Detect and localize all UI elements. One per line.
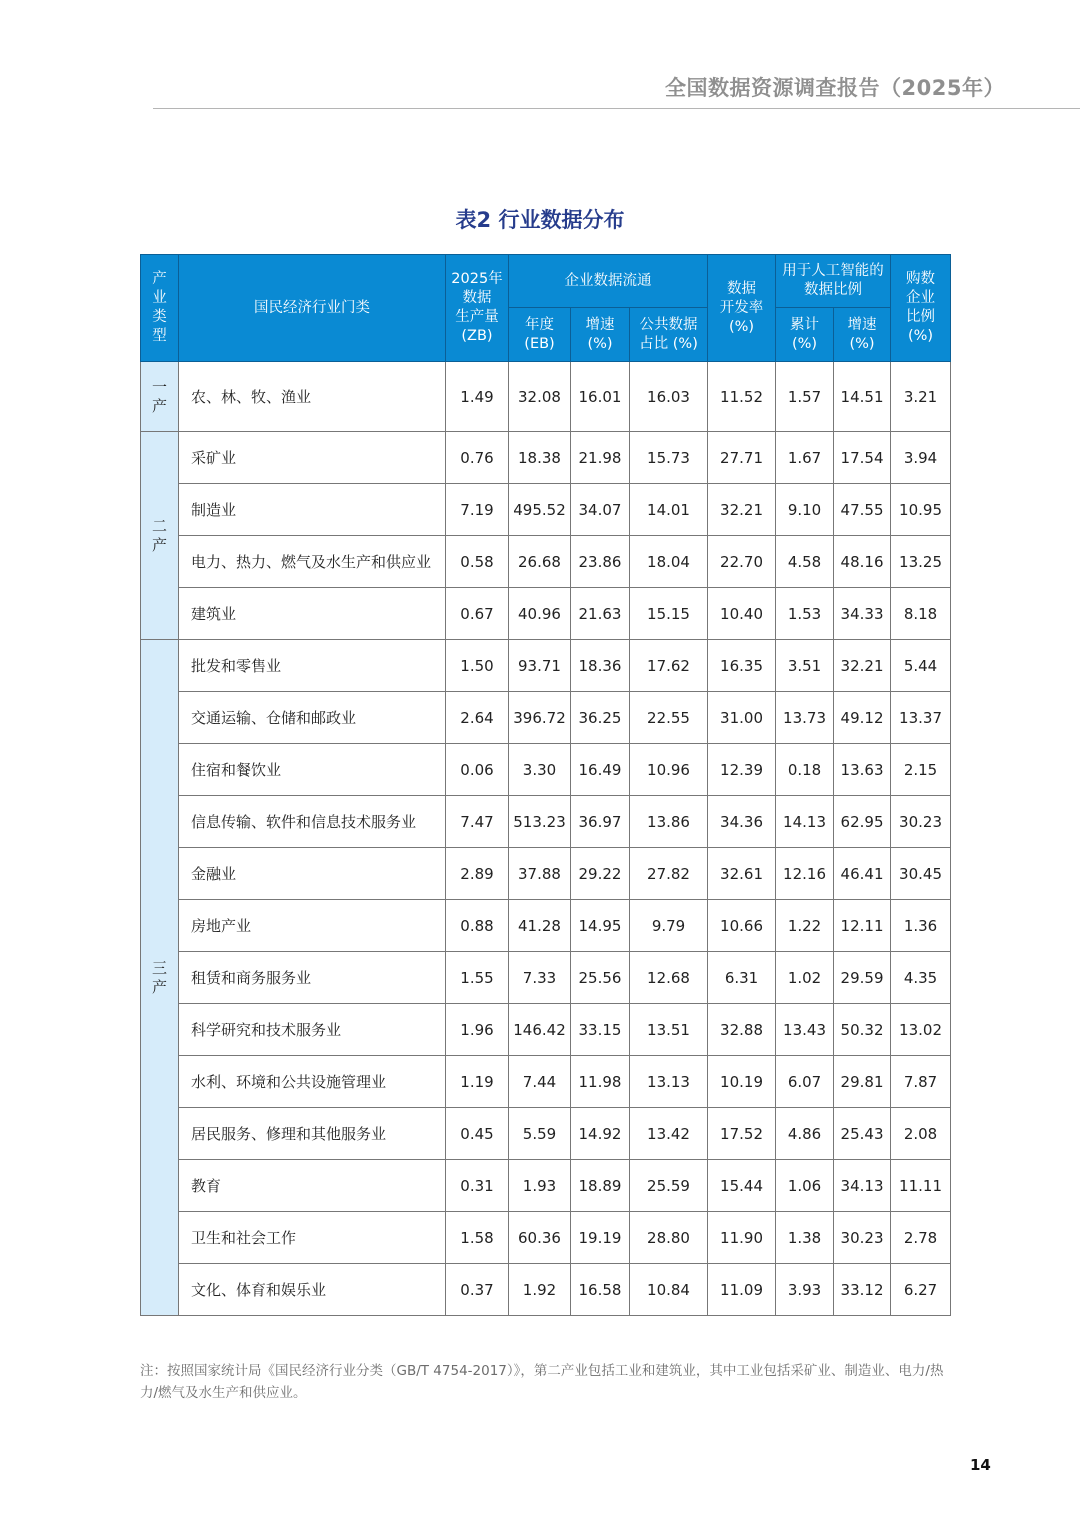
industry-name-cell: 租赁和商务服务业 xyxy=(179,952,446,1004)
ai-growth-cell: 13.63 xyxy=(834,744,891,796)
production-cell: 7.19 xyxy=(446,484,509,536)
purchasing-cell: 30.23 xyxy=(891,796,951,848)
industry-type-label: 三产 xyxy=(152,958,168,996)
production-cell: 1.96 xyxy=(446,1004,509,1056)
development-cell: 32.21 xyxy=(708,484,776,536)
ai-cumulative-cell: 1.22 xyxy=(776,900,834,952)
col-header-industry-type: 产业类型 xyxy=(141,255,179,362)
col-header-development-rate: 数据 开发率 (%) xyxy=(708,255,776,362)
ai-cumulative-cell: 14.13 xyxy=(776,796,834,848)
annual-cell: 7.44 xyxy=(509,1056,571,1108)
development-cell: 32.61 xyxy=(708,848,776,900)
production-cell: 0.67 xyxy=(446,588,509,640)
purchasing-cell: 2.15 xyxy=(891,744,951,796)
production-cell: 1.19 xyxy=(446,1056,509,1108)
production-cell: 0.88 xyxy=(446,900,509,952)
table-row xyxy=(141,432,951,484)
annual-cell: 93.71 xyxy=(509,640,571,692)
growth-cell: 14.95 xyxy=(571,900,630,952)
footnote: 注：按照国家统计局《国民经济行业分类（GB/T 4754-2017）》，第二产业包括工业和建筑业，其中工业包括采矿业、制造业、电力/热力/燃气及水生产和供应业。 xyxy=(140,1363,944,1401)
ai-growth-cell: 12.11 xyxy=(834,900,891,952)
growth-cell: 21.98 xyxy=(571,432,630,484)
purchasing-cell: 3.94 xyxy=(891,432,951,484)
ai-growth-cell: 25.43 xyxy=(834,1108,891,1160)
annual-cell: 60.36 xyxy=(509,1212,571,1264)
ai-growth-cell: 29.59 xyxy=(834,952,891,1004)
col-header-production: 2025年 数据 生产量 (ZB) xyxy=(446,255,509,362)
development-cell: 34.36 xyxy=(708,796,776,848)
table-body xyxy=(141,362,951,1316)
industry-name-cell: 建筑业 xyxy=(179,588,446,640)
ai-cumulative-cell: 3.93 xyxy=(776,1264,834,1316)
development-cell: 17.52 xyxy=(708,1108,776,1160)
development-cell: 15.44 xyxy=(708,1160,776,1212)
growth-cell: 14.92 xyxy=(571,1108,630,1160)
table-row xyxy=(141,536,951,588)
table-row xyxy=(141,484,951,536)
table-row xyxy=(141,362,951,432)
table-row xyxy=(141,796,951,848)
industry-name-cell: 采矿业 xyxy=(179,432,446,484)
development-cell: 11.90 xyxy=(708,1212,776,1264)
public-share-cell: 14.01 xyxy=(630,484,708,536)
development-cell: 6.31 xyxy=(708,952,776,1004)
growth-cell: 18.36 xyxy=(571,640,630,692)
development-cell: 11.52 xyxy=(708,362,776,432)
purchasing-cell: 5.44 xyxy=(891,640,951,692)
table-row xyxy=(141,1056,951,1108)
ai-growth-cell: 34.13 xyxy=(834,1160,891,1212)
public-share-cell: 13.51 xyxy=(630,1004,708,1056)
ai-cumulative-cell: 1.57 xyxy=(776,362,834,432)
industry-name-cell: 金融业 xyxy=(179,848,446,900)
table-row xyxy=(141,744,951,796)
industry-type-label: 二产 xyxy=(152,516,168,554)
growth-cell: 16.49 xyxy=(571,744,630,796)
table-title: 表2 行业数据分布 xyxy=(455,208,625,232)
ai-growth-cell: 49.12 xyxy=(834,692,891,744)
annual-cell: 41.28 xyxy=(509,900,571,952)
annual-cell: 18.38 xyxy=(509,432,571,484)
ai-growth-cell: 48.16 xyxy=(834,536,891,588)
ai-cumulative-cell: 9.10 xyxy=(776,484,834,536)
public-share-cell: 9.79 xyxy=(630,900,708,952)
table-row xyxy=(141,848,951,900)
public-share-cell: 15.73 xyxy=(630,432,708,484)
ai-growth-cell: 62.95 xyxy=(834,796,891,848)
development-cell: 16.35 xyxy=(708,640,776,692)
table-row xyxy=(141,900,951,952)
purchasing-cell: 13.25 xyxy=(891,536,951,588)
industry-name-cell: 电力、热力、燃气及水生产和供应业 xyxy=(179,536,446,588)
growth-cell: 36.97 xyxy=(571,796,630,848)
industry-type-cell xyxy=(141,362,179,432)
development-cell: 10.40 xyxy=(708,588,776,640)
purchasing-cell: 8.18 xyxy=(891,588,951,640)
production-cell: 0.58 xyxy=(446,536,509,588)
production-cell: 0.37 xyxy=(446,1264,509,1316)
table-row xyxy=(141,1212,951,1264)
ai-cumulative-cell: 1.02 xyxy=(776,952,834,1004)
industry-type-cell xyxy=(141,432,179,640)
table-row xyxy=(141,1004,951,1056)
ai-cumulative-cell: 6.07 xyxy=(776,1056,834,1108)
purchasing-cell: 7.87 xyxy=(891,1056,951,1108)
industry-name-cell: 批发和零售业 xyxy=(179,640,446,692)
purchasing-cell: 2.78 xyxy=(891,1212,951,1264)
ai-growth-cell: 50.32 xyxy=(834,1004,891,1056)
production-cell: 0.76 xyxy=(446,432,509,484)
industry-name-cell: 制造业 xyxy=(179,484,446,536)
col-header-ai-growth: 增速 (%) xyxy=(834,308,891,362)
col-header-ai-cumulative: 累计 (%) xyxy=(776,308,834,362)
running-header-title: 全国数据资源调查报告（2025年） xyxy=(665,76,1005,100)
industry-type-cell xyxy=(141,640,179,1316)
industry-data-table xyxy=(140,254,951,1316)
ai-cumulative-cell: 3.51 xyxy=(776,640,834,692)
ai-cumulative-cell: 4.58 xyxy=(776,536,834,588)
table-row xyxy=(141,1264,951,1316)
production-cell: 1.50 xyxy=(446,640,509,692)
development-cell: 10.66 xyxy=(708,900,776,952)
public-share-cell: 13.86 xyxy=(630,796,708,848)
purchasing-cell: 2.08 xyxy=(891,1108,951,1160)
industry-name-cell: 教育 xyxy=(179,1160,446,1212)
industry-name-cell: 卫生和社会工作 xyxy=(179,1212,446,1264)
public-share-cell: 28.80 xyxy=(630,1212,708,1264)
annual-cell: 513.23 xyxy=(509,796,571,848)
production-cell: 1.58 xyxy=(446,1212,509,1264)
ai-growth-cell: 46.41 xyxy=(834,848,891,900)
production-cell: 2.64 xyxy=(446,692,509,744)
page-number: 14 xyxy=(970,1456,991,1474)
production-cell: 7.47 xyxy=(446,796,509,848)
annual-cell: 396.72 xyxy=(509,692,571,744)
growth-cell: 36.25 xyxy=(571,692,630,744)
purchasing-cell: 30.45 xyxy=(891,848,951,900)
growth-cell: 11.98 xyxy=(571,1056,630,1108)
industry-name-cell: 农、林、牧、渔业 xyxy=(179,362,446,432)
purchasing-cell: 4.35 xyxy=(891,952,951,1004)
public-share-cell: 25.59 xyxy=(630,1160,708,1212)
ai-growth-cell: 29.81 xyxy=(834,1056,891,1108)
table-row xyxy=(141,1108,951,1160)
ai-growth-cell: 33.12 xyxy=(834,1264,891,1316)
development-cell: 27.71 xyxy=(708,432,776,484)
public-share-cell: 27.82 xyxy=(630,848,708,900)
industry-name-cell: 信息传输、软件和信息技术服务业 xyxy=(179,796,446,848)
public-share-cell: 13.13 xyxy=(630,1056,708,1108)
industry-name-cell: 住宿和餐饮业 xyxy=(179,744,446,796)
production-cell: 1.49 xyxy=(446,362,509,432)
ai-growth-cell: 34.33 xyxy=(834,588,891,640)
production-cell: 2.89 xyxy=(446,848,509,900)
public-share-cell: 18.04 xyxy=(630,536,708,588)
ai-cumulative-cell: 1.38 xyxy=(776,1212,834,1264)
purchasing-cell: 3.21 xyxy=(891,362,951,432)
annual-cell: 3.30 xyxy=(509,744,571,796)
header-divider xyxy=(153,108,1080,109)
production-cell: 1.55 xyxy=(446,952,509,1004)
development-cell: 22.70 xyxy=(708,536,776,588)
ai-cumulative-cell: 1.67 xyxy=(776,432,834,484)
industry-name-cell: 交通运输、仓储和邮政业 xyxy=(179,692,446,744)
growth-cell: 19.19 xyxy=(571,1212,630,1264)
annual-cell: 40.96 xyxy=(509,588,571,640)
ai-growth-cell: 32.21 xyxy=(834,640,891,692)
industry-name-cell: 科学研究和技术服务业 xyxy=(179,1004,446,1056)
annual-cell: 5.59 xyxy=(509,1108,571,1160)
industry-name-cell: 房地产业 xyxy=(179,900,446,952)
public-share-cell: 22.55 xyxy=(630,692,708,744)
ai-growth-cell: 17.54 xyxy=(834,432,891,484)
growth-cell: 23.86 xyxy=(571,536,630,588)
production-cell: 0.06 xyxy=(446,744,509,796)
public-share-cell: 16.03 xyxy=(630,362,708,432)
purchasing-cell: 11.11 xyxy=(891,1160,951,1212)
ai-growth-cell: 47.55 xyxy=(834,484,891,536)
growth-cell: 18.89 xyxy=(571,1160,630,1212)
public-share-cell: 12.68 xyxy=(630,952,708,1004)
development-cell: 10.19 xyxy=(708,1056,776,1108)
development-cell: 11.09 xyxy=(708,1264,776,1316)
public-share-cell: 10.84 xyxy=(630,1264,708,1316)
growth-cell: 16.01 xyxy=(571,362,630,432)
ai-cumulative-cell: 1.06 xyxy=(776,1160,834,1212)
purchasing-cell: 13.02 xyxy=(891,1004,951,1056)
growth-cell: 21.63 xyxy=(571,588,630,640)
annual-cell: 146.42 xyxy=(509,1004,571,1056)
col-header-purchasing: 购数 企业 比例 (%) xyxy=(891,255,951,362)
public-share-cell: 13.42 xyxy=(630,1108,708,1160)
ai-cumulative-cell: 1.53 xyxy=(776,588,834,640)
purchasing-cell: 10.95 xyxy=(891,484,951,536)
table-row xyxy=(141,588,951,640)
industry-type-label: 一产 xyxy=(152,377,168,415)
col-header-annual: 年度 (EB) xyxy=(509,308,571,362)
annual-cell: 26.68 xyxy=(509,536,571,588)
public-share-cell: 10.96 xyxy=(630,744,708,796)
ai-cumulative-cell: 12.16 xyxy=(776,848,834,900)
industry-name-cell: 居民服务、修理和其他服务业 xyxy=(179,1108,446,1160)
annual-cell: 1.93 xyxy=(509,1160,571,1212)
annual-cell: 1.92 xyxy=(509,1264,571,1316)
col-header-public-share: 公共数据 占比 (%) xyxy=(630,308,708,362)
growth-cell: 34.07 xyxy=(571,484,630,536)
public-share-cell: 15.15 xyxy=(630,588,708,640)
annual-cell: 37.88 xyxy=(509,848,571,900)
purchasing-cell: 1.36 xyxy=(891,900,951,952)
industry-name-cell: 文化、体育和娱乐业 xyxy=(179,1264,446,1316)
annual-cell: 7.33 xyxy=(509,952,571,1004)
production-cell: 0.31 xyxy=(446,1160,509,1212)
ai-growth-cell: 30.23 xyxy=(834,1212,891,1264)
col-header-growth: 增速 (%) xyxy=(571,308,630,362)
ai-cumulative-cell: 0.18 xyxy=(776,744,834,796)
col-group-circulation: 企业数据流通 xyxy=(509,255,708,308)
development-cell: 31.00 xyxy=(708,692,776,744)
table-row xyxy=(141,692,951,744)
development-cell: 12.39 xyxy=(708,744,776,796)
growth-cell: 16.58 xyxy=(571,1264,630,1316)
purchasing-cell: 6.27 xyxy=(891,1264,951,1316)
table-row xyxy=(141,640,951,692)
annual-cell: 495.52 xyxy=(509,484,571,536)
growth-cell: 29.22 xyxy=(571,848,630,900)
ai-cumulative-cell: 4.86 xyxy=(776,1108,834,1160)
col-group-ai: 用于人工智能的 数据比例 xyxy=(776,255,891,308)
ai-growth-cell: 14.51 xyxy=(834,362,891,432)
table-row xyxy=(141,1160,951,1212)
growth-cell: 25.56 xyxy=(571,952,630,1004)
ai-cumulative-cell: 13.43 xyxy=(776,1004,834,1056)
table-row xyxy=(141,952,951,1004)
public-share-cell: 17.62 xyxy=(630,640,708,692)
ai-cumulative-cell: 13.73 xyxy=(776,692,834,744)
annual-cell: 32.08 xyxy=(509,362,571,432)
industry-name-cell: 水利、环境和公共设施管理业 xyxy=(179,1056,446,1108)
production-cell: 0.45 xyxy=(446,1108,509,1160)
col-header-industry-category: 国民经济行业门类 xyxy=(179,255,446,362)
development-cell: 32.88 xyxy=(708,1004,776,1056)
purchasing-cell: 13.37 xyxy=(891,692,951,744)
growth-cell: 33.15 xyxy=(571,1004,630,1056)
